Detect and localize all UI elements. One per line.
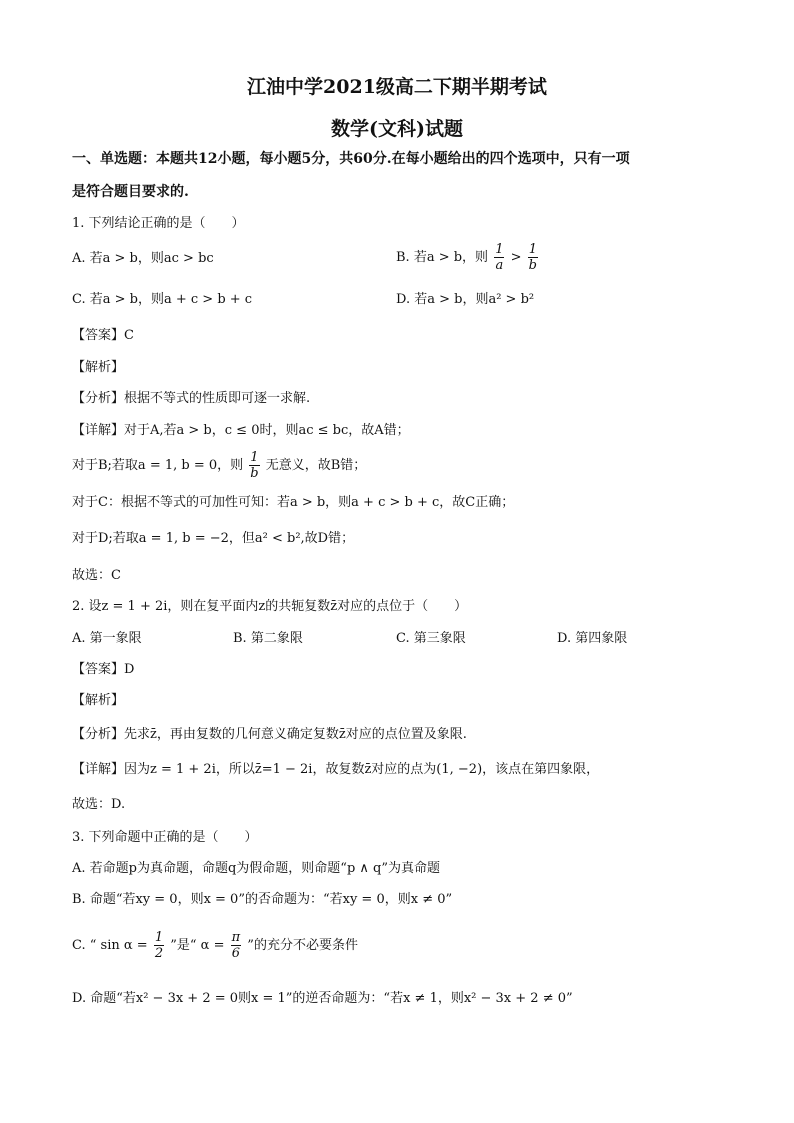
- q1-option-b: [396, 242, 540, 273]
- q1-option-d: D. 若a > b，则a² > b²: [396, 292, 535, 307]
- q3-stem: 3. 下列命题中正确的是（ ）: [72, 830, 258, 845]
- q2-choose: 故选：D.: [72, 797, 126, 812]
- q3-option-d: D. 命题“若x² − 3x + 2 = 0则x = 1”的逆否命题为：“若x ≠ 1，则x² − 3x + 2 ≠ 0”: [72, 991, 573, 1006]
- q2-analysis-tag: 【解析】: [72, 693, 125, 708]
- exam-subtitle: 数学(文科)试题: [331, 118, 463, 140]
- q2-option-b: B. 第二象限: [233, 631, 303, 646]
- q1-answer: 【答案】C: [72, 328, 134, 343]
- q3-option-a: A. 若命题p为真命题，命题q为假命题，则命题“p ∧ q”为真命题: [72, 861, 441, 876]
- q2-fenxi: 【分析】先求z̄，再由复数的几何意义确定复数z̄对应的点位置及象限.: [72, 727, 467, 742]
- q2-option-a: A. 第一象限: [72, 631, 142, 646]
- q3-option-b: B. 命题“若xy = 0，则x = 0”的否命题为：“若xy = 0，则x ≠ 0”: [72, 892, 453, 907]
- q3-option-c-frac1: $\frac{1}{2}$: [154, 930, 164, 961]
- q1-stem: 1. 下列结论正确的是（ ）: [72, 216, 245, 231]
- q1-detail-b: [72, 450, 366, 481]
- q1-option-a: A. 若a > b，则ac > bc: [72, 251, 214, 266]
- section-heading-line2: 是符合题目要求的.: [72, 184, 189, 200]
- q1-detail-b-prefix: 对于B;若取a = 1, b = 0，则: [72, 458, 244, 473]
- q1-option-b-prefix: B. 若a > b，则: [396, 250, 489, 265]
- q2-stem: 2. 设z = 1 + 2i，则在复平面内z的共轭复数z̄对应的点位于（ ）: [72, 599, 468, 614]
- q2-answer: 【答案】D: [72, 662, 135, 677]
- q1-analysis-tag: 【解析】: [72, 360, 125, 375]
- q1-fenxi: 【分析】根据不等式的性质即可逐一求解.: [72, 391, 311, 406]
- q2-option-d: D. 第四象限: [557, 631, 628, 646]
- q3-option-c-middle: ”是“ α =: [170, 938, 225, 953]
- section-heading-line1: 一、单选题：本题共12小题，每小题5分，共60分.在每小题给出的四个选项中，只有一项: [72, 151, 630, 167]
- exam-title: 江油中学2021级高二下期半期考试: [247, 76, 547, 98]
- q1-option-b-frac2: $\frac{1}{b}$: [528, 242, 537, 273]
- q2-detail: 【详解】因为z = 1 + 2i，所以z̄=1 − 2i，故复数z̄对应的点为(1, −2)，该点在第四象限，: [72, 762, 600, 777]
- q1-detail-c: 对于C：根据不等式的可加性可知：若a > b，则a + c > b + c，故C正确；: [72, 495, 515, 510]
- q3-option-c: [72, 930, 358, 961]
- q3-option-c-suffix: ”的充分不必要条件: [247, 938, 358, 953]
- q3-option-c-frac2: $\frac{\pi}{6}$: [231, 930, 241, 961]
- q1-detail-d: 对于D;若取a = 1, b = −2，但a² < b²,故D错；: [72, 531, 355, 546]
- q1-choose: 故选：C: [72, 568, 121, 583]
- q1-option-b-gt: >: [510, 250, 522, 265]
- q1-option-c: C. 若a > b，则a + c > b + c: [72, 292, 253, 307]
- q1-detail-b-suffix: 无意义，故B错；: [265, 458, 367, 473]
- q1-detail-a: 【详解】对于A,若a > b，c ≤ 0时，则ac ≤ bc，故A错；: [72, 423, 410, 438]
- q1-detail-b-frac: $\frac{1}{b}$: [250, 450, 259, 481]
- q3-option-c-prefix: C. “ sin α =: [72, 938, 148, 953]
- q2-option-c: C. 第三象限: [396, 631, 466, 646]
- q1-option-b-frac1: $\frac{1}{a}$: [495, 242, 504, 273]
